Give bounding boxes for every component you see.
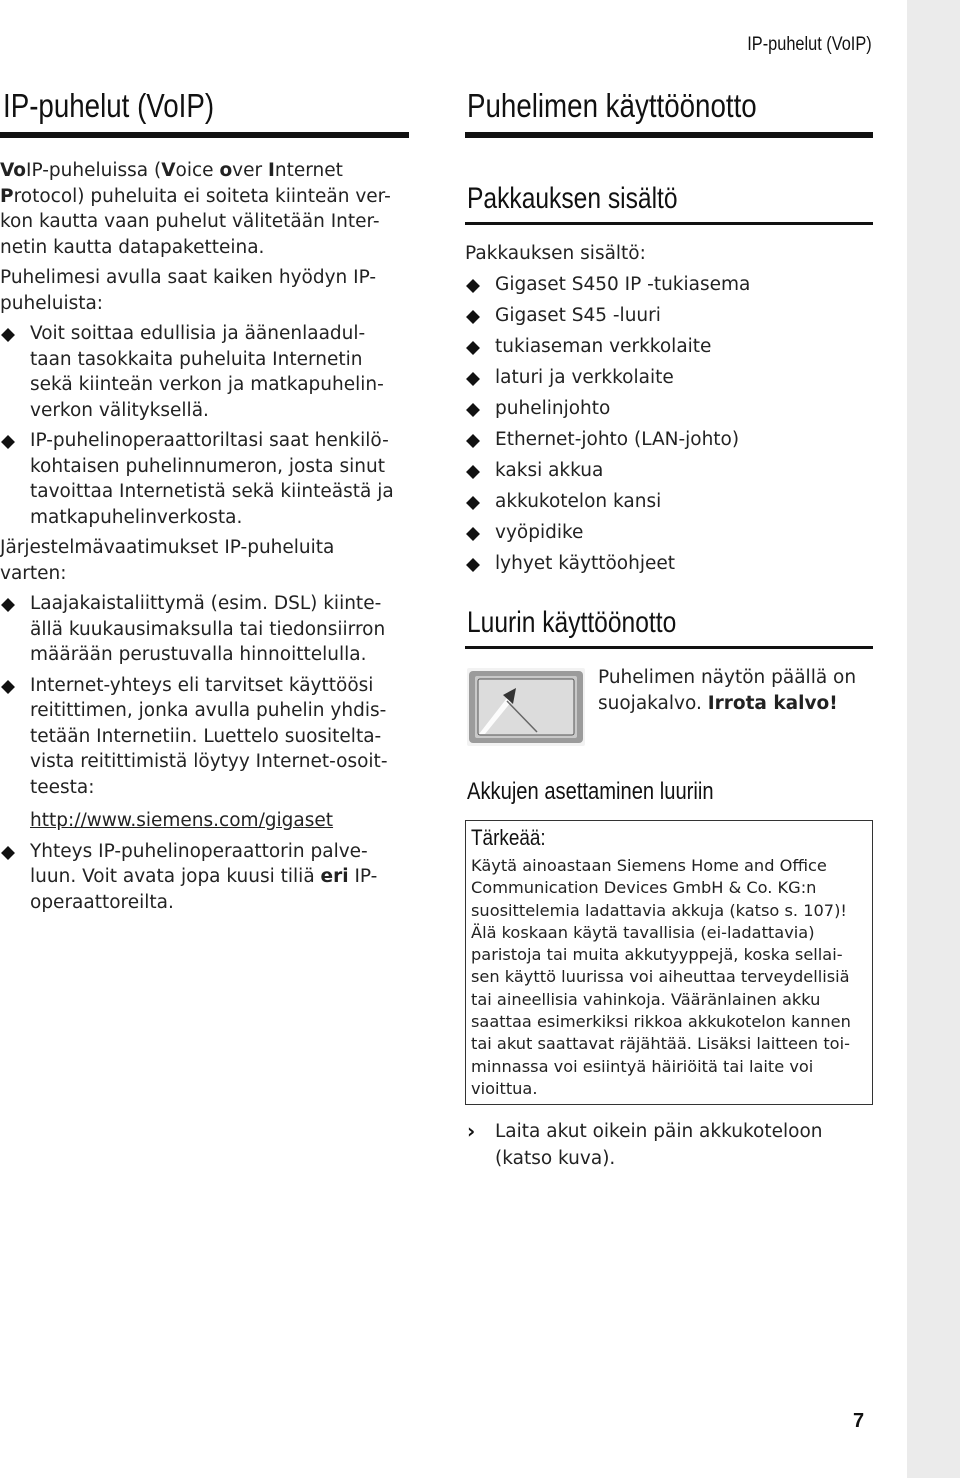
page-number: 7	[853, 1410, 865, 1432]
bullet-icon	[1, 598, 15, 612]
intro-text: oice	[175, 160, 220, 181]
intro-text: IP-puheluissa (	[26, 160, 162, 181]
caption-line	[598, 691, 878, 717]
item-line: teesta:	[30, 776, 95, 798]
note-line: Communication Devices GmbH & Co. KG:n	[471, 878, 817, 898]
package-item	[465, 334, 873, 360]
package-item	[465, 489, 873, 515]
bullet-icon	[1, 846, 15, 860]
package-item-label: Ethernet-johto (LAN-johto)	[495, 428, 740, 450]
package-item-label: laturi ja verkkolaite	[495, 366, 674, 388]
left-body	[0, 158, 412, 920]
item-line: verkon välityksellä.	[30, 399, 209, 421]
note-line: suosittelemia ladattavia akkuja (katso s. 107)!	[471, 900, 847, 920]
note-line: Älä koskaan käytä tavallisia (ei-ladattavia)	[471, 922, 815, 942]
acronym-letters: Vo	[0, 160, 27, 181]
package-item	[465, 365, 873, 391]
package-item-label: kaksi akkua	[495, 459, 604, 481]
bullet-icon	[1, 680, 15, 694]
package-item	[465, 427, 873, 453]
acronym-letter: I	[267, 160, 275, 181]
note-text	[471, 855, 866, 1100]
package-item	[465, 458, 873, 484]
intro-line	[0, 158, 412, 184]
package-item	[465, 551, 873, 577]
bullet-icon	[466, 310, 480, 324]
bullet-icon	[1, 435, 15, 449]
screen-film-illustration	[467, 668, 585, 746]
intro-text: rotocol) puheluita ei soiteta kiinteän ver-	[13, 185, 391, 207]
item-line: reitittimen, jonka avulla puhelin yhdis-	[30, 700, 387, 721]
requirements-lead-line: varten:	[0, 562, 67, 584]
acronym-letter: V	[161, 160, 176, 181]
note-title: Tärkeää:	[471, 825, 546, 850]
item-line: sekä kiinteän verkon ja matkapuhelin-	[30, 374, 384, 395]
package-item-label: puhelinjohto	[495, 397, 611, 419]
note-line: paristoja tai muita akkutyyppejä, koska sellai-	[471, 945, 843, 965]
list-item	[0, 591, 412, 668]
item-line: vista reitittimistä löytyy Internet-osoit-	[30, 751, 388, 772]
note-line: Käytä ainoastaan Siemens Home and Office	[471, 856, 827, 875]
package-item	[465, 520, 873, 546]
package-item-label: Gigaset S45 -luuri	[495, 304, 661, 326]
section-title-setup: Puhelimen käyttöönotto	[467, 87, 757, 124]
siemens-gigaset-link[interactable]: http://www.siemens.com/gigaset	[30, 810, 334, 831]
step-line: Laita akut oikein päin akkukoteloon	[495, 1121, 823, 1142]
section-rule	[465, 132, 873, 138]
item-line: taan tasokkaita puheluita Internetin	[30, 348, 363, 370]
intro-line: netin kautta datapaketteina.	[0, 236, 265, 258]
intro-line: kon kautta vaan puhelut välitetään Inter-	[0, 211, 380, 232]
list-item	[0, 673, 412, 834]
instruction-step	[465, 1118, 875, 1172]
item-line: ällä kuukausimaksulla tai tiedonsiirron	[30, 618, 386, 640]
package-heading: Pakkauksen sisältö	[467, 182, 678, 215]
package-item	[465, 272, 873, 298]
item-line: kohtaisen puhelinnumeron, josta sinut	[30, 455, 385, 477]
package-item-label: akkukotelon kansi	[495, 490, 662, 512]
benefits-lead-line: Puhelimesi avulla saat kaiken hyödyn IP-	[0, 267, 377, 288]
intro-text: ver	[232, 160, 268, 181]
bullet-icon	[466, 527, 480, 541]
package-lead: Pakkauksen sisältö:	[465, 243, 646, 264]
package-item	[465, 396, 873, 422]
item-line: määrään perustuvalla hinnoittelulla.	[30, 644, 367, 665]
caption-emphasis: Irrota kalvo!	[707, 692, 838, 714]
bullet-icon	[466, 341, 480, 355]
important-note	[465, 820, 873, 1105]
section-title-voip: IP-puhelut (VoIP)	[3, 87, 215, 124]
list-item	[0, 839, 412, 916]
screen-film-caption	[598, 665, 878, 716]
running-header: IP-puhelut (VoIP)	[747, 34, 872, 55]
bullet-icon	[466, 558, 480, 572]
bullet-icon	[466, 465, 480, 479]
benefits-lead	[0, 265, 412, 316]
item-line: Yhteys IP-puhelinoperaattorin palve-	[30, 840, 368, 862]
intro-text: nternet	[274, 160, 343, 181]
list-item	[0, 321, 412, 423]
step-line: (katso kuva).	[495, 1148, 616, 1169]
emphasis-text: eri	[320, 866, 349, 887]
caption-text: suojakalvo.	[598, 692, 708, 714]
subsection-rule	[465, 646, 873, 649]
note-line: tai aineellisia vahinkoja. Vääränlainen akku	[471, 989, 821, 1009]
subsection-rule	[465, 222, 873, 225]
item-line: operaattoreilta.	[30, 891, 174, 913]
note-line: tai akut saattavat räjähtää. Lisäksi laitteen toi-	[471, 1034, 850, 1054]
note-line: sen käyttö luurissa voi aiheuttaa terveydellisiä	[471, 967, 850, 987]
package-contents	[465, 241, 873, 582]
note-line: minnassa voi esiintyä häiriöitä tai laite voi	[471, 1056, 814, 1076]
item-line: IP-puhelinoperaattoriltasi saat henkilö-	[30, 430, 389, 451]
caption-line: Puhelimen näytön päällä on	[598, 667, 857, 688]
bullet-icon	[466, 372, 480, 386]
battery-heading: Akkujen asettaminen luuriin	[467, 778, 714, 805]
setup-heading: Luurin käyttöönotto	[467, 606, 677, 639]
package-item-label: lyhyet käyttöohjeet	[495, 552, 675, 574]
requirements-lead	[0, 535, 412, 586]
bullet-icon	[466, 403, 480, 417]
package-item-label: Gigaset S450 IP -tukiasema	[495, 273, 751, 295]
package-item-label: tukiaseman verkkolaite	[495, 335, 712, 357]
item-text: luun. Voit avata jopa kuusi tiliä	[30, 866, 321, 887]
intro-line	[0, 184, 412, 210]
acronym-letter: o	[219, 160, 233, 181]
bullet-icon	[466, 279, 480, 293]
item-text: IP-	[348, 866, 378, 887]
bullet-icon	[466, 434, 480, 448]
bullet-icon	[1, 328, 15, 342]
note-line: vioittua.	[471, 1078, 538, 1098]
step-arrow-icon: ›	[467, 1119, 476, 1143]
item-line: Laajakaistaliittymä (esim. DSL) kiinte-	[30, 593, 382, 614]
display-protective-film-icon	[467, 668, 585, 746]
item-line: matkapuhelinverkosta.	[30, 506, 243, 528]
item-line: tetään Internetiin. Luettelo suositelta-	[30, 725, 382, 747]
list-item	[0, 428, 412, 530]
package-item	[465, 303, 873, 329]
item-line: Internet-yhteys eli tarvitset käyttöösi	[30, 674, 374, 696]
item-line: tavoittaa Internetistä sekä kiinteästä ja	[30, 481, 394, 502]
package-item-label: vyöpidike	[495, 521, 584, 543]
intro-paragraph	[0, 158, 412, 260]
item-line	[30, 864, 412, 890]
section-rule	[0, 132, 409, 138]
item-line: Voit soittaa edullisia ja äänenlaadul-	[30, 323, 366, 344]
bullet-icon	[466, 496, 480, 510]
acronym-letter: P	[0, 185, 14, 207]
benefits-lead-line: puheluista:	[0, 292, 104, 314]
note-line: saattaa esimerkiksi rikkoa akkukotelon kannen	[471, 1012, 851, 1032]
requirements-lead-line: Järjestelmävaatimukset IP-puheluita	[0, 537, 335, 558]
page-edge-tab	[907, 0, 960, 1478]
